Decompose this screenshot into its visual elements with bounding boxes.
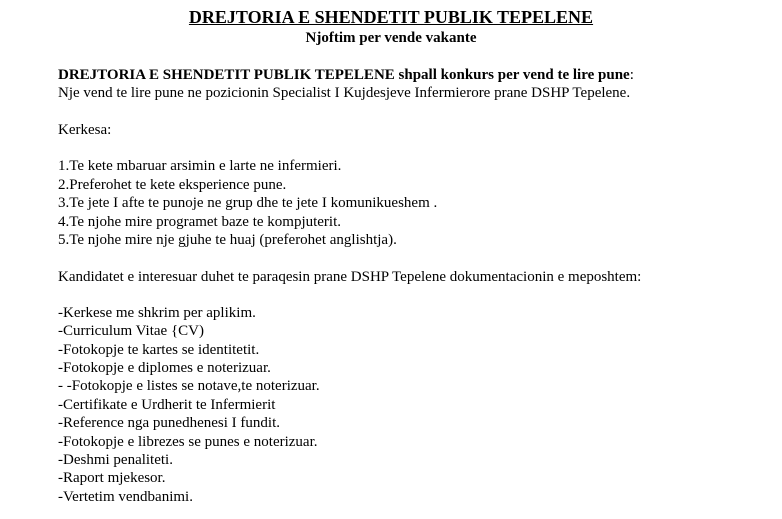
- document-item: -Raport mjekesor.: [58, 470, 166, 486]
- requirement-item: 3.Te jete I afte te punoje ne grup dhe te jete I komunikueshem .: [58, 195, 438, 211]
- requirement-item: 1.Te kete mbaruar arsimin e larte ne infermieri.: [58, 158, 342, 174]
- requirement-item: 4.Te njohe mire programet baze te kompjuterit.: [58, 214, 342, 230]
- requirement-item: 5.Te njohe mire nje gjuhe te huaj (preferohet anglishtja).: [58, 232, 397, 248]
- requirements-heading: Kerkesa:: [58, 122, 112, 138]
- requirement-item: 2.Preferohet te kete eksperience pune.: [58, 177, 287, 193]
- document-item: -Reference nga punedhenesi I fundit.: [58, 415, 280, 431]
- document-subtitle: Njoftim per vende vakante: [305, 30, 477, 46]
- organization-name: DREJTORIA E SHENDETIT PUBLIK TEPELENE: [58, 67, 395, 83]
- document-item: -Certifikate e Urdherit te Infermierit: [58, 397, 276, 413]
- document-item: -Deshmi penaliteti.: [58, 452, 173, 468]
- document-item: -Vertetim vendbanimi.: [58, 489, 193, 505]
- announcement-line: [58, 66, 634, 84]
- announcement-text: shpall konkurs per vend te lire pune: [394, 67, 630, 83]
- document-item: -Curriculum Vitae {CV): [58, 323, 204, 339]
- documents-intro: Kandidatet e interesuar duhet te paraqesin prane DSHP Tepelene dokumentacionin e meposhtem:: [58, 269, 642, 285]
- announcement-colon: :: [629, 67, 634, 83]
- position-line: Nje vend te lire pune ne pozicionin Specialist I Kujdesjeve Infermierore prane DSHP Tepelene.: [58, 85, 631, 101]
- document-item: - -Fotokopje e listes se notave,te noterizuar.: [58, 378, 320, 394]
- document-title: DREJTORIA E SHENDETIT PUBLIK TEPELENE: [188, 7, 594, 27]
- document-item: -Fotokopje e diplomes e noterizuar.: [58, 360, 271, 376]
- document-item: -Fotokopje e librezes se punes e noterizuar.: [58, 434, 318, 450]
- document-item: -Kerkese me shkrim per aplikim.: [58, 305, 256, 321]
- document-item: -Fotokopje te kartes se identitetit.: [58, 342, 260, 358]
